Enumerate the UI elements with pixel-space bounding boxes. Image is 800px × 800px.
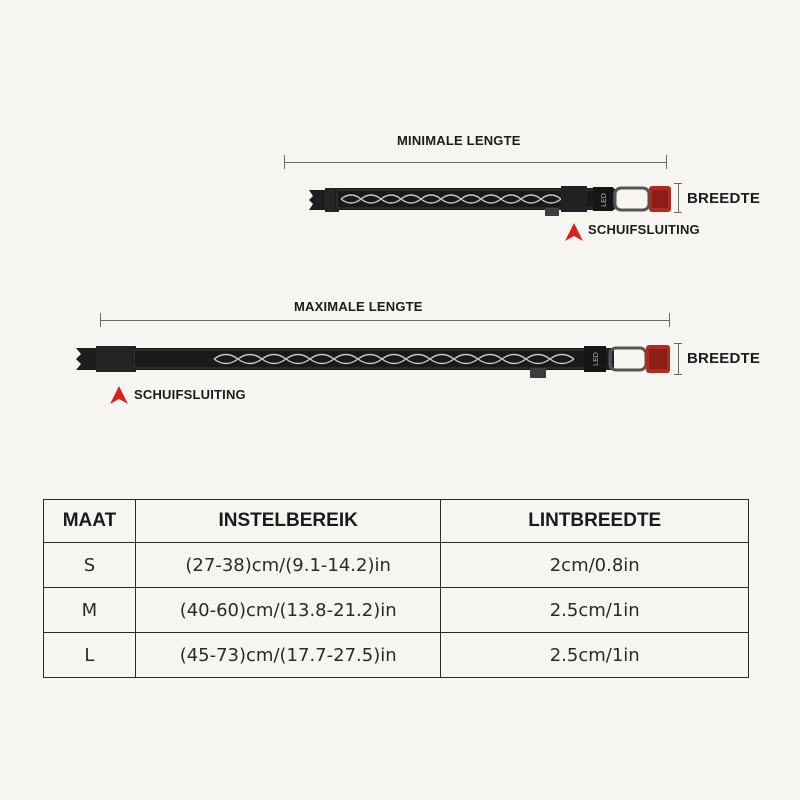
- header-width: LINTBREEDTE: [441, 500, 749, 543]
- min-length-label: MINIMALE LENGTE: [397, 133, 521, 148]
- slider-arrow-top-icon: [565, 223, 583, 241]
- cell-size: L: [44, 633, 136, 678]
- cell-size: S: [44, 543, 136, 588]
- table-row: [44, 588, 749, 633]
- size-table: [43, 499, 749, 678]
- width-label-top: BREEDTE: [687, 190, 761, 207]
- table-row: [44, 633, 749, 678]
- cell-width: 2.5cm/1in: [441, 588, 749, 633]
- slider-arrow-bottom-icon: [110, 386, 128, 404]
- width-label-bottom: BREEDTE: [687, 350, 761, 367]
- header-size: MAAT: [44, 500, 136, 543]
- cell-range: (40-60)cm/(13.8-21.2)in: [135, 588, 441, 633]
- led-text-long: LED: [593, 352, 600, 366]
- cell-size: M: [44, 588, 136, 633]
- cell-range: (45-73)cm/(17.7-27.5)in: [135, 633, 441, 678]
- table-header-row: [44, 500, 749, 543]
- table-row: [44, 543, 749, 588]
- cell-width: 2.5cm/1in: [441, 633, 749, 678]
- slider-label-bottom: SCHUIFSLUITING: [134, 387, 246, 402]
- collar-image-long: [74, 340, 684, 380]
- max-length-label: MAXIMALE LENGTE: [294, 299, 423, 314]
- slider-label-top: SCHUIFSLUITING: [588, 222, 700, 237]
- cell-range: (27-38)cm/(9.1-14.2)in: [135, 543, 441, 588]
- cell-width: 2cm/0.8in: [441, 543, 749, 588]
- header-range: INSTELBEREIK: [135, 500, 441, 543]
- led-text-short: LED: [601, 193, 608, 207]
- collar-image-short: [305, 182, 685, 218]
